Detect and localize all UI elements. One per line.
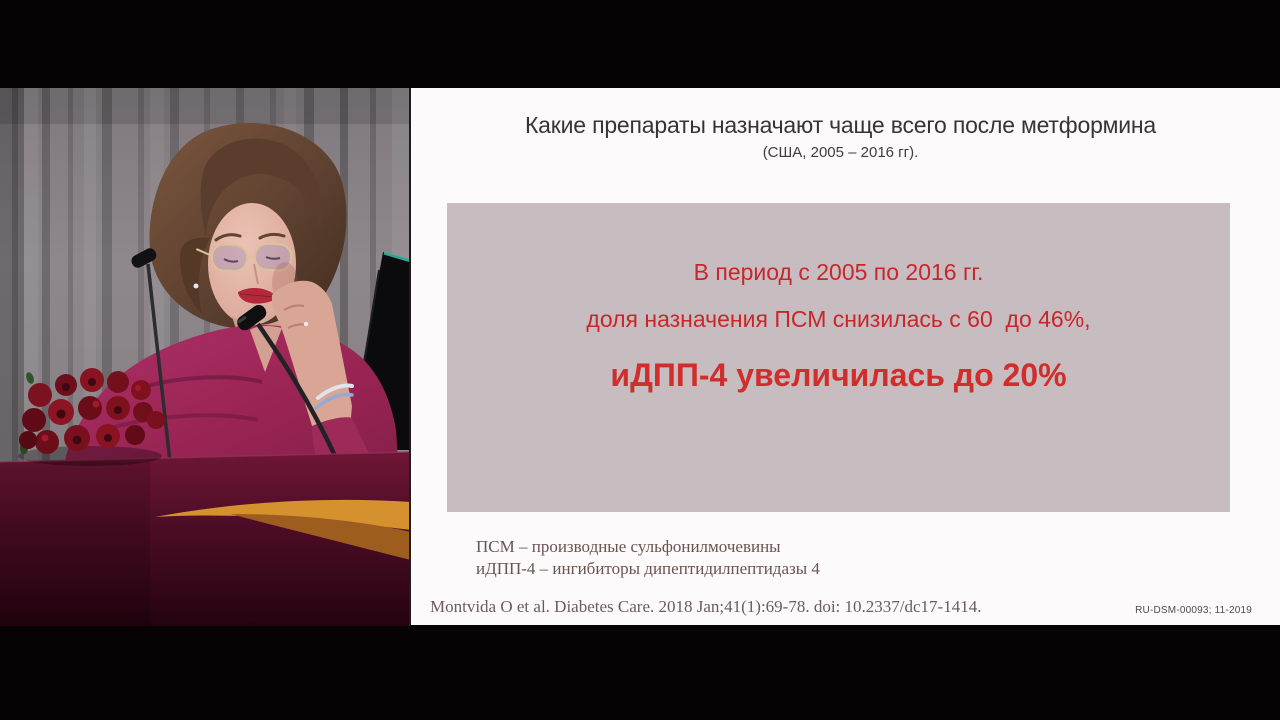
slide-subtitle: (США, 2005 – 2016 гг).	[762, 144, 919, 161]
reference-code: RU-DSM-00093; 11-2019	[1135, 605, 1252, 616]
citation: Montvida O et al. Diabetes Care. 2018 Jan;41(1):69-78. doi: 10.2337/dc17-1414.	[430, 597, 982, 616]
speaker-scene	[0, 88, 411, 626]
highlight-box	[447, 203, 1230, 512]
earring	[194, 284, 199, 289]
footnote-psm: ПСМ – производные сульфонилмочевины	[476, 537, 781, 556]
speaker-photo	[0, 88, 411, 626]
footnotes	[476, 536, 820, 580]
letterbox-bottom	[0, 626, 1280, 720]
highlight-line-3: иДПП-4 увеличилась до 20%	[610, 357, 1067, 393]
letterbox-top	[0, 0, 1280, 88]
slide-title: Какие препараты назначают чаще всего после метформина	[524, 112, 1157, 138]
presentation-slide	[411, 88, 1280, 625]
highlight-line-1: В период с 2005 по 2016 гг.	[693, 259, 984, 285]
ring	[304, 322, 308, 326]
highlight-line-2: доля назначения ПСМ снизилась с 60 до 46%,	[586, 306, 1091, 332]
footnote-idpp4: иДПП-4 – ингибиторы дипептидилпептидазы 4	[476, 559, 820, 578]
